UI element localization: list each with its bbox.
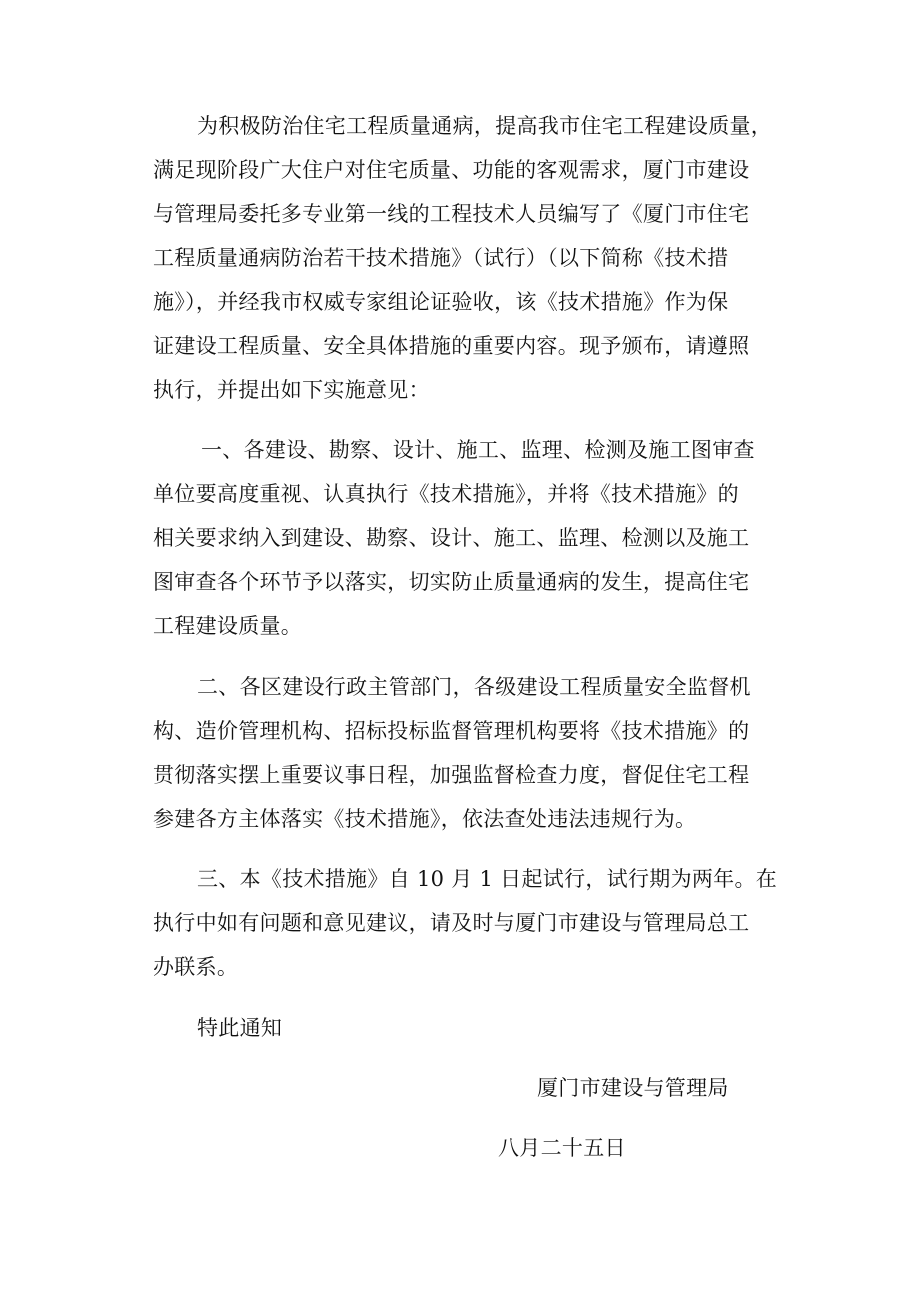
intro-line-6: 证建设工程质量、安全具体措施的重要内容。现予颁布，请遵照 (153, 334, 750, 358)
item-one-line-5: 工程建设质量。 (153, 614, 303, 638)
item-three-line-2: 执行中如有问题和意见建议，请及时与厦门市建设与管理局总工 (153, 911, 750, 935)
item-two-line-3: 贯彻落实摆上重要议事日程，加强监督检查力度，督促住宅工程 (153, 763, 750, 787)
item-three-line-3: 办联系。 (153, 955, 239, 979)
item-one-line-3: 相关要求纳入到建设、勘察、设计、施工、监理、检测以及施工 (153, 526, 750, 550)
item-one-line-2: 单位要高度重视、认真执行《技术措施》，并将《技术措施》的 (153, 482, 739, 506)
intro-line-7: 执行，并提出如下实施意见： (153, 378, 430, 402)
issuer-name: 厦门市建设与管理局 (537, 1076, 729, 1100)
intro-line-3: 与管理局委托多专业第一线的工程技术人员编写了《厦门市住宅 (153, 202, 750, 226)
item-two-line-4: 参建各方主体落实《技术措施》，依法查处违法违规行为。 (153, 807, 697, 831)
closing-text: 特此通知 (197, 1016, 283, 1040)
intro-line-2: 满足现阶段广大住户对住宅质量、功能的客观需求，厦门市建设 (153, 158, 750, 182)
issue-date: 八月二十五日 (498, 1136, 626, 1160)
item-two-line-2: 构、造价管理机构、招标投标监督管理机构要将《技术措施》的 (153, 719, 750, 743)
intro-line-1: 为积极防治住宅工程质量通病，提高我市住宅工程建设质量， (197, 114, 773, 138)
item-two-line-1: 二、各区建设行政主管部门，各级建设工程质量安全监督机 (197, 675, 751, 699)
item-one-line-4: 图审查各个环节予以落实，切实防止质量通病的发生，提高住宅 (153, 570, 750, 594)
intro-line-4: 工程质量通病防治若干技术措施》（试行）（以下简称《技术措 (153, 246, 729, 270)
intro-line-5: 施》），并经我市权威专家组论证验收，该《技术措施》作为保 (153, 290, 729, 314)
item-one-line-1: 一、各建设、勘察、设计、施工、监理、检测及施工图审查 (201, 438, 755, 462)
item-three-line-1: 三、本《技术措施》自 10 月 1 日起试行，试行期为两年。在 (197, 867, 778, 891)
